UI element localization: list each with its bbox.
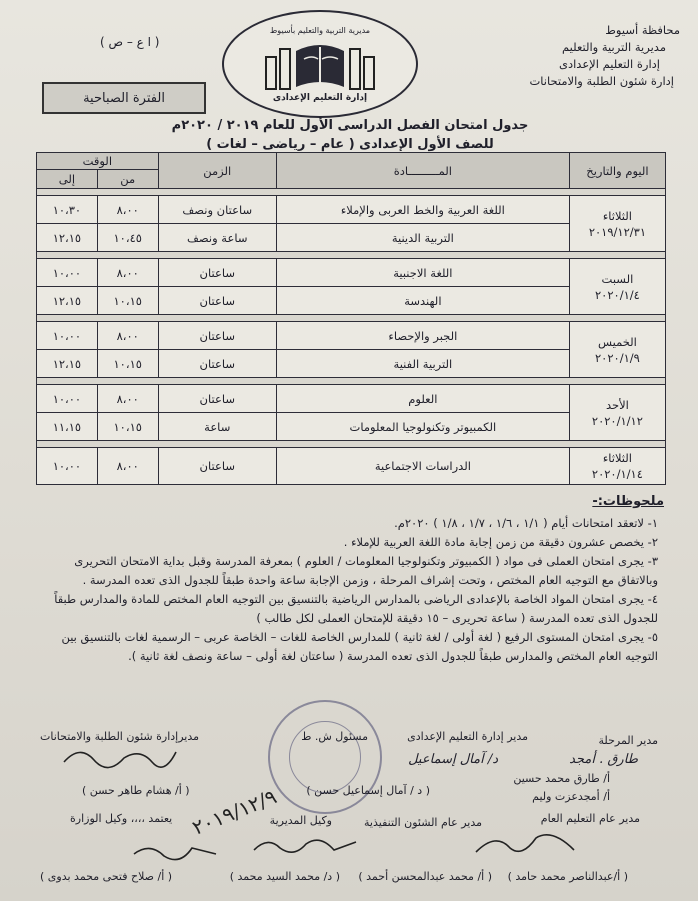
row-gap	[37, 189, 666, 196]
day-name: الثلاثاء	[602, 451, 632, 465]
from-cell: ٨،٠٠	[97, 196, 158, 224]
sig-title-prep-manager: مدير إدارة التعليم الإعدادى	[407, 730, 528, 743]
book-emblem-icon	[260, 37, 380, 93]
day-date-cell	[569, 448, 665, 485]
exam-date: ٢٠٢٠/١/١٢	[591, 413, 643, 428]
table-row	[37, 196, 666, 224]
department-line: إدارة التعليم الإعدادى	[558, 57, 660, 71]
sig-title-deputy: وكيل المديرية	[269, 814, 332, 827]
from-cell: ٨،٠٠	[97, 322, 158, 350]
duration-cell: ساعتان	[158, 448, 276, 485]
subject-cell: اللغة العربية والخط العربى والإملاء	[276, 196, 569, 224]
table-row	[37, 322, 666, 350]
table-row	[37, 385, 666, 413]
handwritten-date: ٢٠١٩/١٢/٩	[188, 784, 280, 840]
from-cell: ٨،٠٠	[97, 385, 158, 413]
sig-title-affairs-manager: مديرإدارة شئون الطلبة والامتحانات	[40, 730, 200, 743]
to-cell: ١٠،٣٠	[37, 196, 98, 224]
logo-top-text: مديرية التربية والتعليم بأسيوط	[269, 25, 371, 35]
from-cell: ٨،٠٠	[97, 259, 158, 287]
sig-title-stage-manager: مدير المرحلة	[598, 734, 658, 747]
sig-title-exec-gm: مدير عام الشئون التنفيذية	[364, 816, 482, 829]
duration-cell: ساعتان	[158, 287, 276, 315]
exam-date: ٢٠٢٠/١/١٤	[591, 467, 643, 481]
table-row	[37, 259, 666, 287]
to-cell: ١٠،٠٠	[37, 259, 98, 287]
header-subject: المـــــــــادة	[276, 153, 569, 189]
directorate-logo	[222, 10, 418, 118]
duration-cell: ساعتان ونصف	[158, 196, 276, 224]
subject-cell: الجبر والإحصاء	[276, 322, 569, 350]
duration-cell: ساعة ونصف	[158, 224, 276, 252]
period-label: الفترة الصباحية	[42, 82, 206, 114]
from-cell: ١٠،١٥	[97, 350, 158, 378]
note-item: ٤- يجرى امتحان المواد الخاصة بالإعدادى الرياضى بالمدارس الرياضية بالتنسيق بين التوجيه العام المختص للمادة والمدارس طبقاً للجدول الذى تعده المدرسة ( ساعة تحريرى – ١٥ دقيقة للإمتحان العملى لكل طالب )	[54, 592, 658, 625]
day-name: الخميس	[597, 334, 637, 349]
schedule-subtitle: للصف الأول الإعدادى ( عام – رياضى – لغات )	[206, 137, 494, 152]
duration-cell: ساعة	[158, 413, 276, 441]
signature-scribble-icon	[250, 832, 360, 860]
notes-title: ملحوظات:-	[592, 494, 664, 509]
logo-bottom-text: إدارة التعليم الإعدادى	[272, 92, 368, 103]
form-code: ( ا ع – ص )	[100, 35, 160, 49]
subject-cell: العلوم	[276, 385, 569, 413]
notes-list	[38, 514, 658, 666]
handwritten-stage-signature: طارق . أمجد	[569, 752, 638, 767]
subject-cell: الهندسة	[276, 287, 569, 315]
schedule-title: جدول امتحان الفصل الدراسى الأول للعام ٢٠١٩ / ٢٠٢٠م	[171, 118, 529, 133]
duration-cell: ساعتان	[158, 385, 276, 413]
governorate-line: محافظة أسيوط	[605, 23, 680, 37]
letterhead	[450, 22, 680, 90]
row-gap	[37, 252, 666, 259]
day-date-cell	[569, 196, 665, 252]
from-cell: ١٠،٤٥	[97, 224, 158, 252]
day-name: السبت	[601, 271, 634, 286]
header-duration: الزمن	[158, 153, 276, 189]
exam-date: ٢٠٢٠/١/٤	[595, 287, 640, 302]
duration-cell: ساعتان	[158, 322, 276, 350]
name-salah: ( أ/ صلاح فتحى محمد بدوى )	[40, 870, 173, 883]
subject-cell: اللغة الاجنبية	[276, 259, 569, 287]
day-name: الثلاثاء	[602, 208, 632, 223]
note-item: ١- لاتعقد امتحانات أيام ( ١/١ ، ١/٦ ، ١/٧ ، ١/٨ ) ٢٠٢٠م.	[394, 516, 658, 530]
name-amal: ( د / آمال إسماعيل حسن )	[306, 784, 430, 797]
affairs-line: إدارة شئون الطلبة والامتحانات	[529, 74, 674, 88]
sig-title-general-manager: مدير عام التعليم العام	[540, 812, 640, 825]
subject-cell: التربية الفنية	[276, 350, 569, 378]
header-to: إلى	[37, 170, 98, 189]
duration-cell: ساعتان	[158, 350, 276, 378]
exam-date: ٢٠٢٠/١/٩	[595, 350, 640, 365]
handwritten-amal-signature: د/ آمال إسماعيل	[408, 752, 498, 767]
day-date-cell	[569, 322, 665, 378]
name-abdelmohsen: ( أ/ محمد عبدالمحسن أحمد )	[358, 870, 492, 883]
day-date-cell	[569, 259, 665, 315]
row-gap	[37, 378, 666, 385]
name-elsayed: ( د/ محمد السيد محمد )	[229, 870, 340, 883]
note-item: ٥- يجرى امتحان المستوى الرفيع ( لغة أولى / لغة ثانية ) للمدارس الخاصة للغات – الخاصة عربى – الرسمية لغات بالتنسيق بين التوجيه العام المختص والمدارس طبقاً للجدول الذى تعده المدرسة ( ساعتان لغة أولى – ساعة ونصف لغة ثانية ).	[61, 630, 658, 663]
exam-date: ٢٠١٩/١٢/٣١	[588, 224, 646, 239]
directorate-line: مديرية التربية والتعليم	[562, 40, 666, 54]
duration-cell: ساعتان	[158, 259, 276, 287]
name-amgad: أ/ أمجدعزت وليم	[532, 790, 610, 803]
to-cell: ١٢،١٥	[37, 287, 98, 315]
name-hesham: ( أ/ هشام طاهر حسن )	[82, 784, 190, 797]
to-cell: ١١،١٥	[37, 413, 98, 441]
to-cell: ١٢،١٥	[37, 224, 98, 252]
to-cell: ١٠،٠٠	[37, 448, 98, 485]
name-abdelnasser: ( أ/عبدالناصر محمد حامد )	[507, 870, 628, 883]
sig-title-approval: يعتمد ،،،، وكيل الوزارة	[70, 812, 173, 825]
from-cell: ١٠،١٥	[97, 287, 158, 315]
to-cell: ١٠،٠٠	[37, 322, 98, 350]
note-item: ٣- يجرى امتحان العملى فى مواد ( الكمبيوتر وتكنولوجيا المعلومات / العلوم ) بمعرفة المدرسة وقبل بداية الامتحان التحريرى وبالاتفاق مع التوجيه العام المختص ، وتحت إشراف المرحلة ، وزمن الإجابة ساعة واحدة طبقاً للجدول الذى تعده المدرسة .	[74, 554, 658, 587]
subject-cell: الكمبيوتر وتكنولوجيا المعلومات	[276, 413, 569, 441]
signature-scribble-icon	[60, 742, 180, 772]
to-cell: ١٢،١٥	[37, 350, 98, 378]
name-tarek: أ/ طارق محمد حسين	[513, 772, 610, 785]
subject-cell: التربية الدينية	[276, 224, 569, 252]
day-name: الأحد	[605, 397, 629, 412]
subject-cell: الدراسات الاجتماعية	[276, 448, 569, 485]
from-cell: ١٠،١٥	[97, 413, 158, 441]
signature-scribble-icon	[470, 828, 580, 860]
exam-schedule-table	[36, 152, 666, 485]
day-date-cell	[569, 385, 665, 441]
header-day-date: اليوم والتاريخ	[569, 153, 665, 189]
table-row	[37, 448, 666, 485]
signature-scribble-icon	[130, 840, 220, 866]
note-item: ٢- يخصص عشرون دقيقة من زمن إجابة مادة اللغة العربية للإملاء .	[343, 535, 658, 549]
sig-title-responsible: مسئول ش. ط	[301, 730, 368, 743]
header-time: الوقت	[37, 153, 159, 170]
header-from: من	[97, 170, 158, 189]
row-gap	[37, 441, 666, 448]
from-cell: ٨،٠٠	[97, 448, 158, 485]
row-gap	[37, 315, 666, 322]
to-cell: ١٠،٠٠	[37, 385, 98, 413]
